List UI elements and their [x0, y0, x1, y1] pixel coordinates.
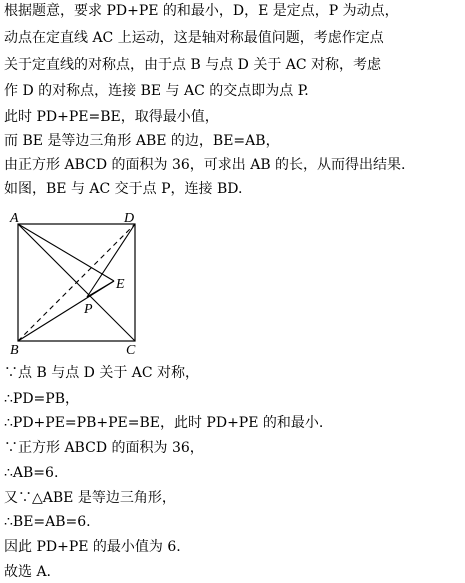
label-a: A [10, 211, 19, 226]
solution-line-7: ∴BE=AB=6. [4, 514, 91, 530]
explanation-line-1: 根据题意，要求 PD+PE 的和最小，D，E 是定点，P 为动点， [4, 3, 399, 19]
geometry-figure [0, 206, 150, 358]
segment-pe [87, 281, 114, 297]
solution-line-5: ∴AB=6. [4, 465, 59, 481]
solution-line-3: ∴PD+PE=PB+PE=BE，此时 PD+PE 的和最小. [4, 415, 324, 431]
solution-line-9: 故选 A. [4, 564, 52, 580]
segment-pd [87, 224, 135, 297]
label-p: P [84, 302, 93, 317]
explanation-line-4: 作 D 的对称点，连接 BE 与 AC 的交点即为点 P. [4, 83, 309, 99]
solution-line-8: 因此 PD+PE 的最小值为 6. [4, 539, 181, 555]
solution-line-6: 又∵△ABE 是等边三角形， [4, 490, 176, 506]
label-d: D [124, 211, 135, 226]
solution-line-4: ∵正方形 ABCD 的面积为 36， [4, 440, 204, 456]
explanation-line-8: 如图，BE 与 AC 交于点 P，连接 BD. [4, 181, 243, 197]
label-c: C [126, 343, 136, 358]
solution-line-2: ∴PD=PB， [4, 391, 79, 407]
explanation-line-6: 而 BE 是等边三角形 ABE 的边，BE=AB， [4, 133, 280, 149]
explanation-line-3: 关于定直线的对称点，由于点 B 与点 D 关于 AC 对称，考虑 [4, 57, 382, 73]
label-b: B [10, 343, 19, 358]
explanation-line-7: 由正方形 ABCD 的面积为 36，可求出 AB 的长，从而得出结果. [4, 157, 406, 173]
label-e: E [116, 277, 125, 292]
explanation-line-5: 此时 PD+PE=BE，取得最小值， [4, 109, 219, 125]
explanation-line-2: 动点在定直线 AC 上运动，这是轴对称最值问题，考虑作定点 [4, 30, 384, 46]
solution-line-1: ∵点 B 与点 D 关于 AC 对称， [4, 365, 200, 381]
